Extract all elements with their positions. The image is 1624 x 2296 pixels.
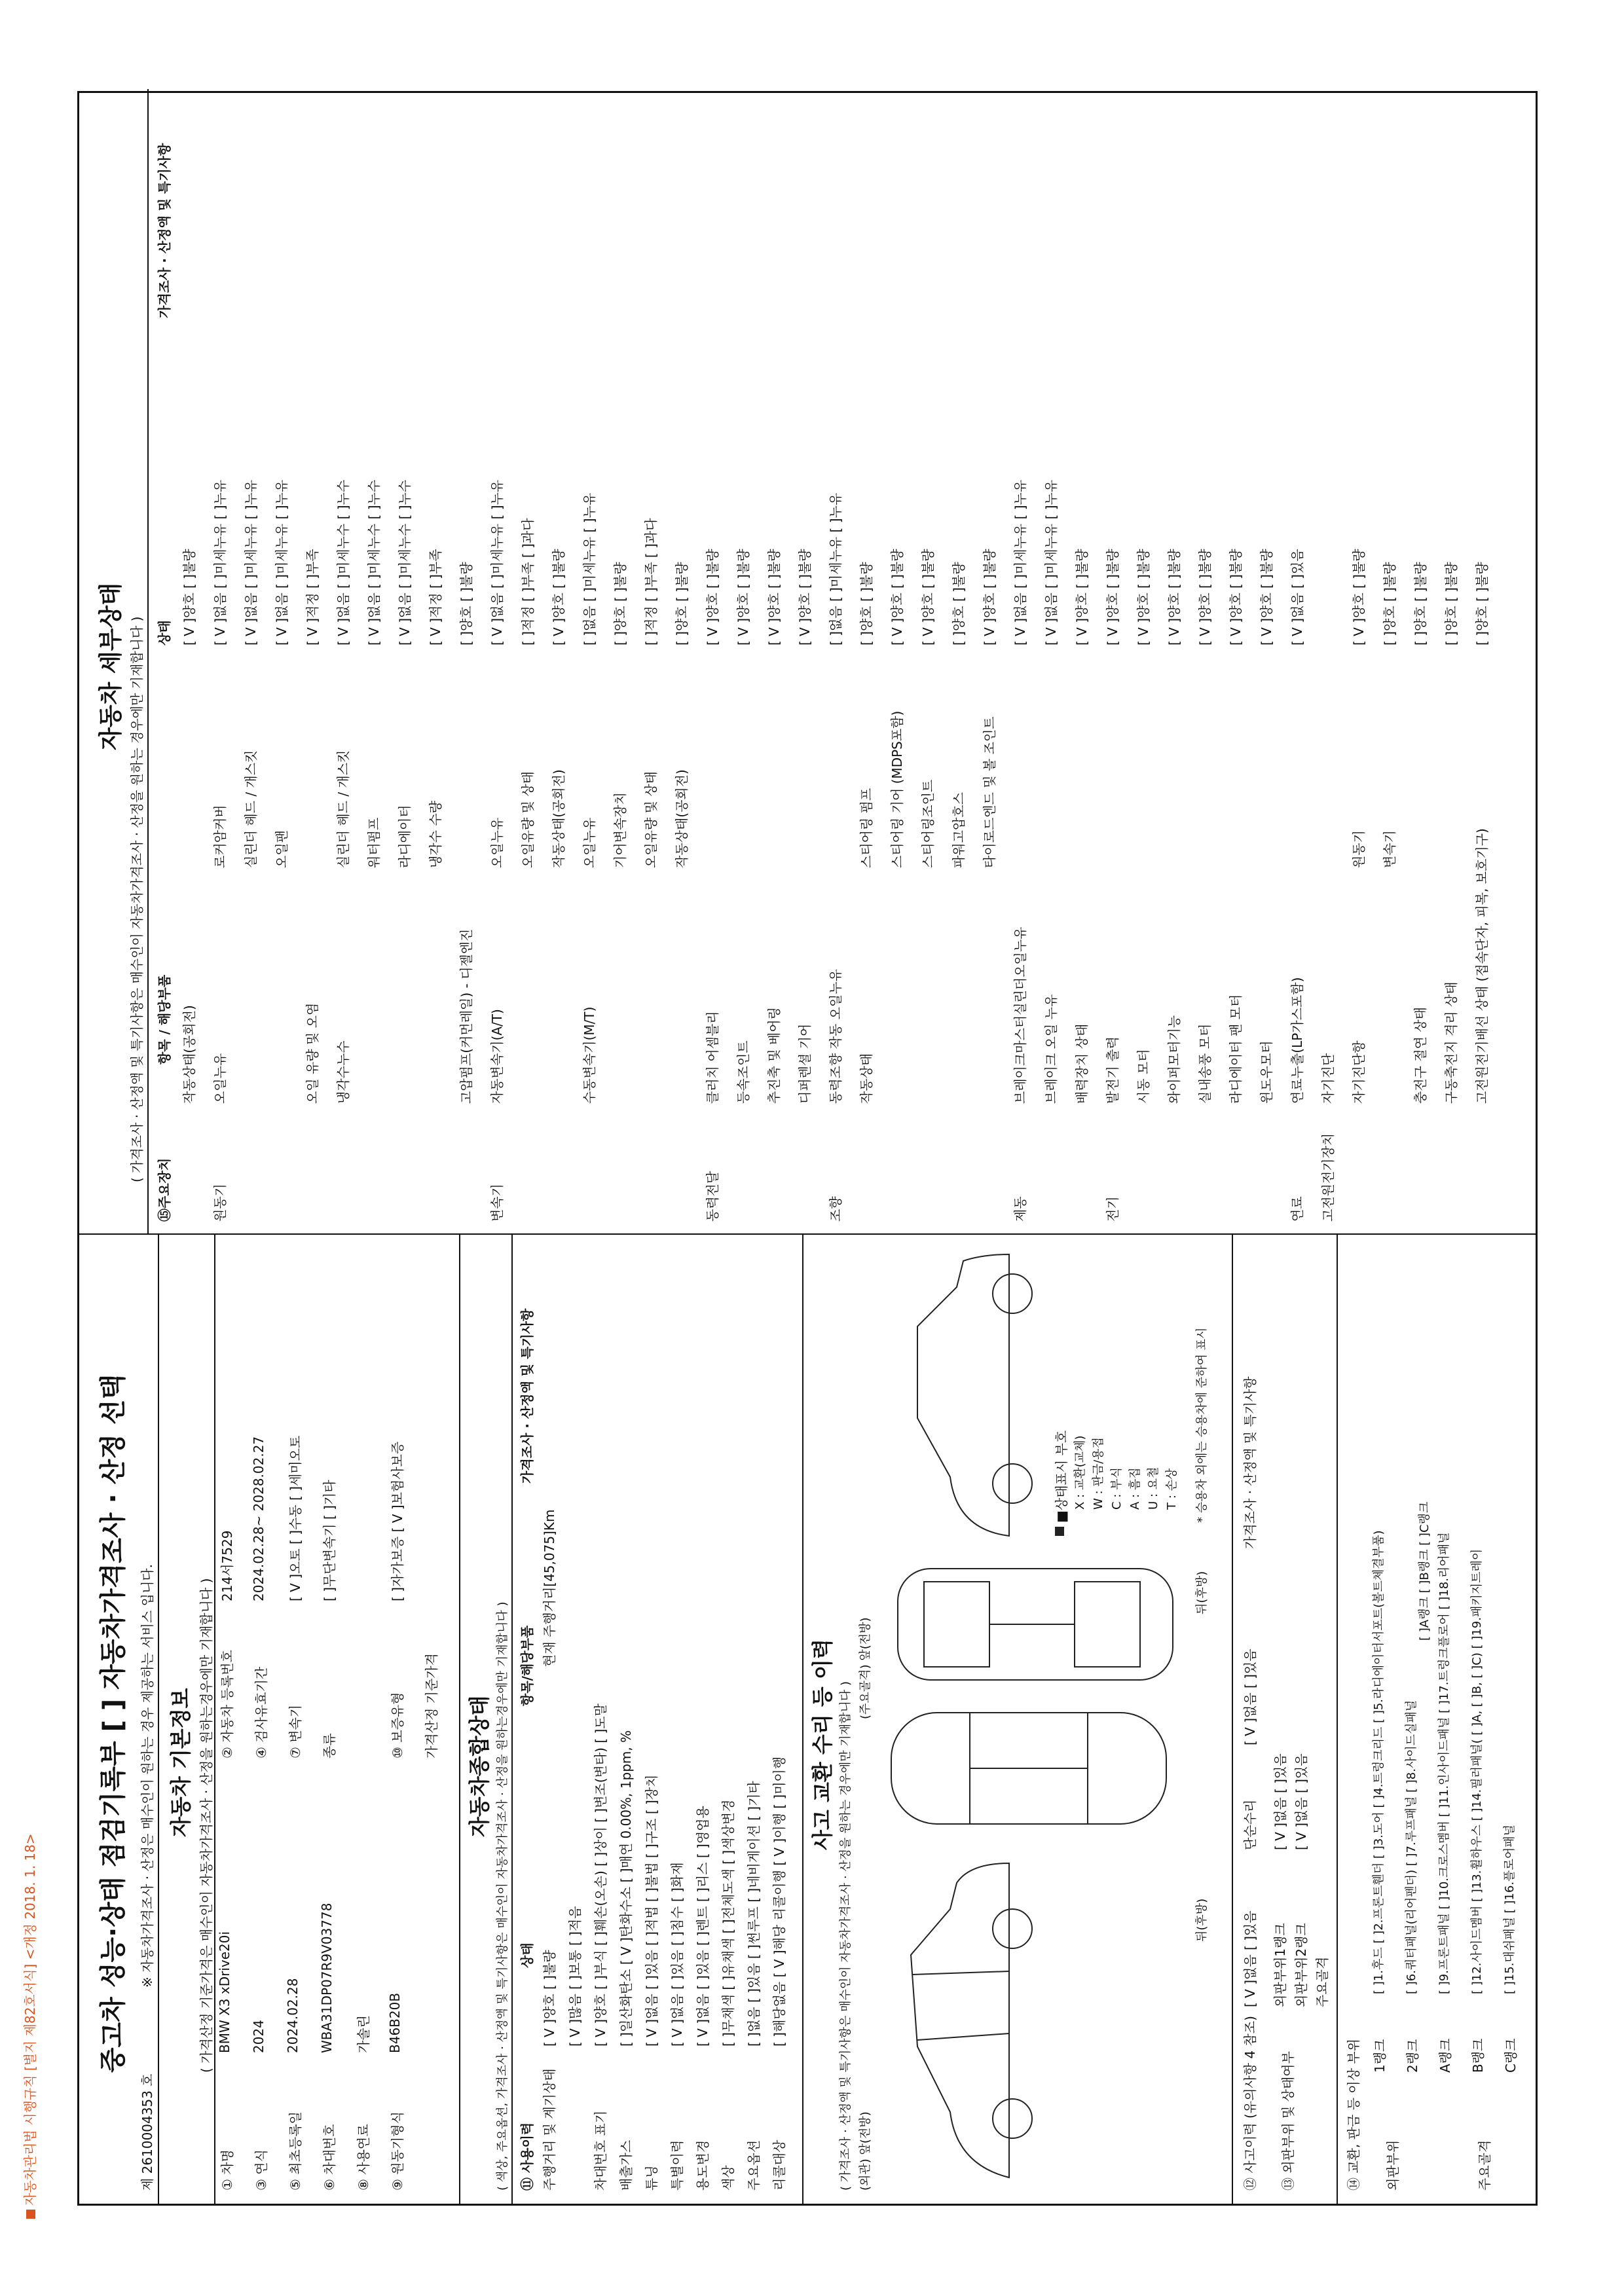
detail-state: [ V ]양호 [ ]불량 (1351, 549, 1367, 646)
overall-state: [ ]해당없음 [ V ]해당 리콜이행 [ V ]이행 [ ]미이행 (771, 1756, 787, 2047)
detail-state: [ V ]양호 [ ]불량 (735, 549, 751, 646)
detail-item: 작동상태(공회전) (181, 1005, 197, 1104)
detail-item: 동력조향 작동 오일누유 (828, 969, 843, 1104)
inspection-form (77, 91, 1538, 2206)
detail-item: 배력장치 상태 (1074, 1023, 1090, 1104)
detail-state: [ ]양호 [ ]불량 (674, 562, 690, 646)
basic-label: ③ 연식 (253, 2149, 269, 2191)
rank-label: 1랭크 (1372, 2039, 1388, 2073)
detail-item: 브레이크 오일 누유 (1043, 994, 1059, 1104)
overall-state: [ V ]없음 [ ]있음 [ ]침수 [ ]화재 (669, 1862, 685, 2047)
detail-state: [ V ]양호 [ ]불량 (551, 549, 566, 646)
basic-value: 2024 (251, 2020, 267, 2053)
detail-state: [ V ]양호 [ ]불량 (1135, 549, 1151, 646)
detail-item: 오일 유량 및 오염 (304, 1002, 320, 1104)
rank-label: 2랭크 (1405, 2039, 1420, 2073)
divider (214, 1235, 215, 2204)
detail-state: [ V ]양호 [ ]불량 (1259, 549, 1274, 646)
detail-state: [ ]적정 [ ]부족 [ ]과다 (520, 518, 536, 646)
detail-state: [ V ]양호 [ ]불량 (1166, 549, 1182, 646)
divider (459, 1235, 460, 2204)
divider (158, 1235, 159, 2204)
detail-sub: 냉각수 수량 (428, 801, 443, 868)
detail-sub: 변속기 (1382, 830, 1397, 868)
detail-sub: 실린더 헤드 / 개스킷 (243, 750, 259, 868)
basic-value-2: [ V ]오토 [ ]수동 [ ]세미오토 (287, 1435, 303, 1601)
car-diagram (878, 1248, 1206, 2191)
exterior-view-label: (외관) 앞(전방) (858, 2111, 872, 2191)
detail-group: 전기 (1105, 1196, 1120, 1222)
legend-item: U : 요철 (1147, 1467, 1160, 1510)
orange-square-icon (26, 2210, 35, 2219)
divider (802, 1235, 803, 2204)
detail-sub: 오일누유 (489, 817, 505, 868)
detail-state: [ V ]양호 [ ]불량 (920, 549, 936, 646)
overall-col-header: ⑪ 사용이력 (519, 2122, 535, 2191)
detail-group: 동력전달 (705, 1171, 720, 1222)
outer-rank-value: [ V ]없음 [ ]있음 (1272, 1753, 1288, 1850)
detail-sub: 스티어링조인트 (920, 779, 936, 868)
overall-state: [ ]일산화탄소 [ V ]탄화수소 [ ]매연 0.00%, 1ppm, % (618, 1730, 634, 2047)
detail-group: 변속기 (489, 1184, 505, 1222)
basic-value-2: [ ]무단변속기 [ ]기타 (322, 1480, 337, 1601)
detail-state: [ ]양호 [ ]불량 (951, 562, 967, 646)
overall-state: [ ]없음 [ ]있음 [ ]썬루프 [ ]네비게이션 [ ]기타 (746, 1781, 762, 2047)
detail-group: 제동 (1012, 1196, 1028, 1222)
detail-note: ( 가격조사 · 산정액 및 특기사항은 매수인이 자동차가격조사 · 산정을 원하는 경우에만 기재합니다 ) (129, 616, 145, 1182)
basic-label-2: 종류 (322, 1733, 337, 1758)
detail-sub: 오일유량 및 상태 (643, 771, 659, 868)
detail-sub: 오일팬 (274, 830, 289, 868)
detail-col-header: 항목 / 해당부품 (157, 974, 172, 1065)
detail-state: [ ]양호 [ ]불량 (1443, 562, 1459, 646)
detail-item: 클러치 어셈블리 (705, 1011, 720, 1104)
form-reference (20, 1833, 39, 2219)
overall-item: 주행거리 및 계기상태 (542, 2068, 557, 2191)
detail-sub: 오일유량 및 상태 (520, 771, 536, 868)
detail-state: [ ]양호 [ ]불량 (858, 562, 874, 646)
basic-label-2: ⑦ 변속기 (287, 1704, 303, 1758)
detail-item: 등속조인트 (735, 1040, 751, 1104)
basic-label-2: ② 자동차 등록번호 (219, 1650, 235, 1758)
detail-state: [ V ]없음 [ ]미세누유 [ ]누유 (1043, 479, 1059, 646)
basic-label: ⑨ 원동기형식 (390, 2111, 405, 2191)
detail-group: 조향 (828, 1196, 843, 1222)
damage-parts-label: ⑭ 교환, 판금 등 이상 부위 (1346, 2038, 1361, 2191)
detail-sub: 스티어링 펌프 (858, 788, 874, 868)
detail-item: 충전구 절연 상태 (1412, 1007, 1428, 1104)
detail-header-row (150, 89, 176, 1235)
car-top-view (891, 1713, 1166, 1824)
overall-item: 차대번호 표기 (593, 2110, 608, 2191)
frame-parts-label: 주요골격 (1477, 2140, 1492, 2191)
detail-state: [ V ]없음 [ ]미세누유 [ ]누유 (243, 479, 259, 646)
outer-parts-label: 외판부위 (1385, 2140, 1401, 2191)
detail-state: [ ]양호 [ ]불량 (458, 562, 474, 646)
detail-item: 냉각수누수 (335, 1040, 351, 1104)
overall-item: 배출가스 (618, 2140, 634, 2191)
detail-col-header: 가격조사 · 산정액 및 특기사항 (157, 143, 172, 318)
detail-item: 연료누출(LP가스포함) (1289, 977, 1305, 1104)
basic-label-2: ⑩ 보증유형 (390, 1692, 405, 1758)
rank-parts: [ ]12.사이드멤버 [ ]13.휠하우스 [ ]14.필러패널( [ ]A, [ ]B, [ ]C) [ ]19.패키지트레이 (1470, 1548, 1484, 1994)
basic-value: 가솔린 (356, 2015, 371, 2053)
detail-state: [ V ]없음 [ ]미세누수 [ ]누수 (397, 479, 413, 646)
rank-parts: [ ]9.프론트패널 [ ]10.크로스멤버 [ ]11.인사이드패널 [ ]17.트렁크플로어 [ ]18.리어패널 (1437, 1532, 1451, 1994)
column-divider (79, 1233, 1536, 1235)
detail-state: [ V ]양호 [ ]불량 (1228, 549, 1244, 646)
detail-item: 발전기 출력 (1105, 1036, 1120, 1104)
legend-item: W : 판금/용접 (1092, 1437, 1105, 1510)
overall-item: 리콜대상 (771, 2140, 787, 2191)
detail-sub: 라디에이터 (397, 805, 413, 868)
basic-label: ① 차명 (219, 2149, 235, 2191)
detail-state: [ V ]없음 [ ]미세누수 [ ]누수 (335, 479, 351, 646)
detail-item: 구동축전지 격리 상태 (1443, 981, 1459, 1104)
detail-state: [ ]양호 [ ]불량 (1474, 562, 1490, 646)
detail-item: 추진축 및 베어링 (766, 1007, 782, 1104)
accident-price-label: 가격조사 · 산정액 및 특기사항 (1242, 1376, 1258, 1549)
overall-state: [ V ]양호 [ ]불량 (542, 1950, 557, 2047)
basic-info-heading: 자동차 기본정보 (168, 1688, 193, 1837)
rank-parts: [ ]15.대쉬패널 [ ]16.플로어패널 (1503, 1825, 1517, 1994)
detail-state: [ V ]없음 [ ]있음 (1289, 549, 1305, 646)
basic-value: WBA31DP07R9V03778 (319, 1903, 335, 2053)
legend-note: * 승용차 외에는 승용차에 준하여 표시 (1195, 1327, 1209, 1523)
detail-col-header: 상태 (157, 620, 172, 646)
accident-history-value: [ V ]없음 [ ]있음 (1242, 1910, 1258, 2007)
overall-item: 튜닝 (644, 2165, 659, 2191)
detail-item: 오일누유 (212, 1053, 228, 1104)
overall-heading: 자동차종합상태 (467, 1695, 492, 1837)
detail-sub: 파워고압호스 (951, 792, 967, 868)
basic-label: ⑧ 사용연료 (356, 2124, 371, 2191)
detail-state: [ ]없음 [ ]미세누유 [ ]누유 (581, 492, 597, 646)
car-rear-side-view (917, 1254, 1032, 1536)
outer-rank-value: [ V ]없음 [ ]있음 (1293, 1753, 1309, 1850)
overall-state: [ V ]많음 [ ]보통 [ ]적음 (567, 1906, 583, 2047)
rank-label: A랭크 (1437, 2038, 1453, 2073)
outer-rank-item: 외판부위2랭크 (1293, 1923, 1309, 2007)
detail-state: [ V ]양호 [ ]불량 (889, 549, 905, 646)
detail-sub: 워터펌프 (366, 817, 382, 868)
detail-group: 고전원전기장치 (1320, 1133, 1336, 1222)
overall-item: 주요옵션 (746, 2140, 762, 2191)
detail-item: 수동변속기(M/T) (581, 1006, 597, 1104)
detail-sub: 작동상태(공회전) (551, 769, 566, 868)
detail-sub: 타이로드엔드 및 볼 조인트 (982, 716, 997, 868)
detail-state: [ V ]양호 [ ]불량 (982, 549, 997, 646)
overall-note: ( 색상, 주요옵션, 가격조사 · 산정액 및 특기사항은 매수인이 자동차가격조사 · 산정을 원하는경우에만 기재합니다 ) (496, 1601, 509, 2191)
basic-label: ⑥ 차대번호 (322, 2124, 337, 2191)
rear-label-1: 뒤(후방) (1195, 1898, 1209, 1942)
service-note: ※ 자동차가격조사 · 산정은 매수인이 원하는 경우 제공하는 서비스 입니다. (139, 1564, 155, 1988)
legend-item: C : 부식 (1110, 1467, 1124, 1510)
detail-col-header: ⑮주요장치 (157, 1157, 172, 1222)
detail-state: [ V ]양호 [ ]불량 (1074, 549, 1090, 646)
divider (1232, 1235, 1233, 2204)
basic-value-2: 2024.02.28~ 2028.02.27 (251, 1436, 267, 1601)
outer-state-label: ⑬ 외판부위 및 상태여부 (1280, 2051, 1296, 2191)
legend-title: ■상태표시 부호 (1054, 1430, 1069, 1523)
divider (1337, 1235, 1338, 2204)
divider (511, 1235, 513, 2204)
basic-value: BMW X3 xDrive20i (217, 1931, 232, 2053)
overall-state: [ V ]없음 [ ]있음 [ ]렌트 [ ]리스 [ ]영업용 (695, 1806, 710, 2047)
detail-group: 연료 (1289, 1196, 1305, 1222)
detail-group: 원동기 (212, 1184, 228, 1222)
simple-repair-value: [ V ]없음 [ ]있음 (1242, 1649, 1258, 1745)
detail-sub: 실린더 헤드 / 개스킷 (335, 750, 351, 868)
car-frame-view (898, 1569, 1173, 1680)
divider (147, 89, 149, 1235)
basic-value: 2024.02.28 (285, 1978, 301, 2053)
status-legend (1055, 1527, 1064, 1536)
overall-detail: 현재 주행거리[45,075]Km (542, 1509, 557, 1667)
rank-parts: [ ]1.후드 [ ]2.프론트휀더 [ ]3.도어 [ ]4.트렁크리드 [ ]5.라디에이터서포트(볼트체결부품) (1372, 1530, 1386, 1994)
detail-state: [ V ]양호 [ ]불량 (181, 549, 197, 646)
outer-rank-item: 주요골격 (1314, 1956, 1330, 2007)
detail-item: 자기진단항 (1351, 1040, 1367, 1104)
basic-label-2: ④ 검사유효기간 (253, 1666, 269, 1758)
detail-state: [ ]양호 [ ]불량 (1382, 562, 1397, 646)
overall-header-row (514, 1235, 538, 2204)
detail-state: [ V ]없음 [ ]미세누유 [ ]누유 (1012, 479, 1028, 646)
rear-label-2: 뒤(후방) (1195, 1571, 1209, 1614)
detail-state: [ V ]없음 [ ]미세누유 [ ]누유 (212, 479, 228, 646)
rank-label: C랭크 (1503, 2038, 1519, 2073)
detail-item: 윈도우모터 (1259, 1040, 1274, 1104)
legend-item: A : 흠집 (1128, 1467, 1142, 1510)
detail-state: [ ]없음 [ ]미세누유 [ ]누유 (828, 492, 843, 646)
basic-label-2: 가격산정 기준가격 (424, 1653, 439, 1758)
detail-state: [ ]양호 [ ]불량 (1412, 562, 1428, 646)
detail-item: 디퍼렌셜 기어 (797, 1023, 813, 1104)
detail-item: 자기진단 (1320, 1053, 1336, 1104)
form-number: 제 2610004353 호 (139, 2073, 155, 2191)
detail-item: 고압펌프(커먼레일) - 디젤엔진 (458, 928, 474, 1104)
detail-state: [ V ]양호 [ ]불량 (1105, 549, 1120, 646)
overall-state: [ V ]없음 [ ]있음 [ ]적법 [ ]불법 [ ]구조 [ ]장치 (644, 1774, 659, 2047)
detail-item: 고전원전기배선 상태 (접속단자, 피복, 보호기구) (1474, 828, 1490, 1104)
rank-grade-options: [ ]A랭크 [ ]B랭크 [ ]C랭크 (1418, 1501, 1431, 1641)
detail-sub: 오일누유 (581, 817, 597, 868)
detail-item: 브레이크마스터실린더오일누유 (1012, 926, 1028, 1104)
accident-note: ( 가격조사 · 산정액 및 특기사항은 매수인이 자동차가격조사 · 산정을 원하는 경우에만 기재합니다 ) (839, 1681, 853, 2191)
overall-col-header: 상태 (519, 1942, 535, 1968)
basic-label: ⑤ 최초등록일 (287, 2111, 303, 2191)
detail-item: 라디에이터 팬 모터 (1228, 994, 1244, 1104)
form-reference-text: 자동차관리법 시행규칙 [별지 제82호서식] <개정 2018. 1. 18> (22, 1833, 38, 2206)
overall-col-header: 가격조사 · 산정액 및 특기사항 (519, 1308, 535, 1484)
overall-state: [ ]무채색 [ ]유채색 [ ]전체도색 [ ]색상변경 (720, 1799, 736, 2047)
overall-item: 특별이력 (669, 2140, 685, 2191)
detail-sub: 작동상태(공회전) (674, 769, 690, 868)
detail-state: [ V ]적정 [ ]부족 (428, 549, 443, 646)
basic-value-2: [ ]자가보증 [ V ]보험사보증 (390, 1441, 405, 1601)
overall-item: 색상 (720, 2165, 736, 2191)
detail-state: [ V ]양호 [ ]불량 (766, 549, 782, 646)
detail-item: 시동 모터 (1135, 1049, 1151, 1104)
detail-state: [ V ]없음 [ ]미세누유 [ ]누유 (489, 479, 505, 646)
rank-parts: [ ]6.쿼터패널(리어펜더) [ ]7.루프패널 [ ]8.사이드실패널 (1405, 1700, 1418, 1994)
overall-item: 용도변경 (695, 2140, 710, 2191)
detail-sub: 로커암커버 (212, 805, 228, 868)
detail-state: [ V ]적정 [ ]부족 (304, 549, 320, 646)
legend-item: T : 손상 (1165, 1468, 1179, 1510)
accident-heading: 사고 교환 수리 등 이력 (810, 1639, 835, 1850)
detail-state: [ ]적정 [ ]부족 [ ]과다 (643, 518, 659, 646)
overall-col-header: 항목/해당부품 (519, 1625, 535, 1706)
frame-view-label: (주요골격) 앞(전방) (858, 1617, 872, 1719)
detail-item: 와이퍼모터기능 (1166, 1015, 1182, 1104)
overall-state: [ V ]양호 [ ]부식 [ ]훼손(오손) [ ]상이 [ ]변조(변타) [ ]도말 (593, 1704, 608, 2047)
detail-state: [ V ]양호 [ ]불량 (797, 549, 813, 646)
form-title: 중고차 성능·상태 점검기록부 [ ] 자동차가격조사 · 산정 선택 (98, 1374, 128, 2073)
legend-item: X : 교환(교체) (1073, 1435, 1087, 1510)
detail-sub: 기어변속장치 (612, 792, 628, 868)
simple-repair-label: 단순수리 (1242, 1799, 1258, 1850)
rank-label: B랭크 (1470, 2038, 1486, 2073)
detail-item: 실내송풍 모터 (1197, 1023, 1213, 1104)
accident-history-label: ⑫ 사고이력 (유의사항 4 참조) (1242, 2016, 1258, 2191)
detail-state: [ V ]없음 [ ]미세누유 [ ]누유 (274, 479, 289, 646)
car-side-view (911, 1863, 1032, 2178)
basic-value: B46B20B (387, 1992, 403, 2053)
detail-state: [ V ]양호 [ ]불량 (705, 549, 720, 646)
detail-sub: 원동기 (1351, 830, 1367, 868)
detail-item: 자동변속기(A/T) (489, 1009, 505, 1104)
detail-heading: 자동차 세부상태 (98, 583, 124, 750)
detail-state: [ V ]없음 [ ]미세누수 [ ]누수 (366, 479, 382, 646)
detail-sub: 스티어링 기어 (MDPS포함) (889, 710, 905, 868)
basic-value-2: 214서7529 (219, 1530, 235, 1601)
basic-info-note: ( 가격산정 기준가격은 매수인이 자동차가격조사 · 산정을 원하는경우에만 기재합니다 ) (198, 1578, 214, 2073)
detail-state: [ ]양호 [ ]불량 (612, 562, 628, 646)
outer-rank-item: 외판부위1랭크 (1272, 1923, 1288, 2007)
detail-state: [ V ]양호 [ ]불량 (1197, 549, 1213, 646)
detail-item: 작동상태 (858, 1053, 874, 1104)
